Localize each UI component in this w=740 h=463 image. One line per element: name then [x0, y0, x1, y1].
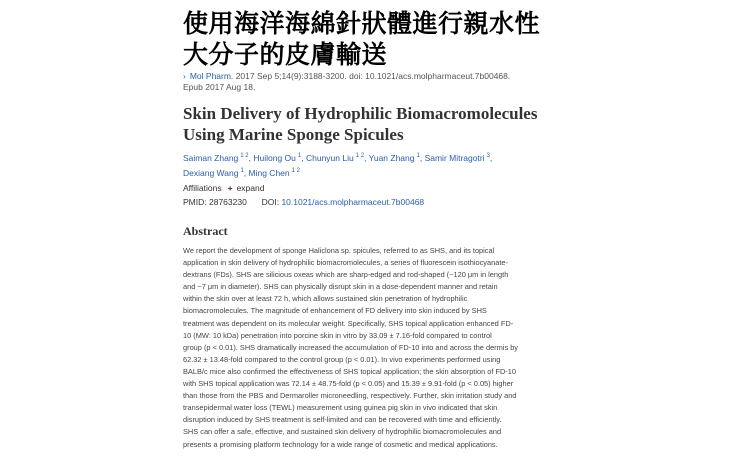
pmid-label: PMID: — [183, 197, 207, 207]
citation-epub: Epub 2017 Aug 18. — [183, 82, 256, 92]
abstract-line: transepidermal water loss (TEWL) measurement using guinea pig skin in vivo indicated that skin — [183, 403, 498, 413]
author-list: Saiman Zhang $^{1 2}$, Huilong Ou $^1$, Chunyun Liu $^{1 2}$, Yuan Zhang $^1$, Samir Mitragotri $^3$, Dexiang Wang $^1$, Ming Chen $^{1 2}$ — [183, 152, 493, 178]
author-link[interactable]: Dexiang Wang $^1$ — [183, 167, 244, 178]
author-affiliation-marker[interactable]: 1 2 — [291, 167, 300, 174]
abstract-line: SHS can offer a safe, effective, and sustained skin delivery of hydrophilic biomacromolecules and — [183, 427, 502, 437]
pmid-value: 28763230 — [209, 197, 247, 207]
overlay-title — [183, 8, 540, 70]
plus-icon: + — [227, 183, 233, 193]
author-affiliation-marker[interactable]: 1 — [416, 153, 420, 159]
article-title — [183, 103, 703, 145]
author-affiliation-marker[interactable]: 1 — [240, 167, 244, 174]
abstract-heading: Abstract — [183, 224, 228, 238]
doi-link[interactable]: 10.1021/acs.molpharmaceut.7b00468 — [281, 197, 425, 207]
author-link[interactable]: Ming Chen $^{1 2}$ — [248, 167, 300, 178]
chevron-right-icon: › — [183, 71, 186, 81]
author-link[interactable]: Samir Mitragotri $^3$ — [424, 152, 490, 163]
abstract-line: within the skin over at least 72 h, which allows sustained skin penetration of hydrophilic — [183, 294, 468, 304]
journal-link[interactable]: Mol Pharm. — [189, 71, 234, 81]
abstract-line: biomacromolecules. The magnitude of enhancement of FD delivery into skin induced by SHS — [183, 306, 487, 316]
abstract-line: We report the development of sponge Haliclona sp. spicules, referred to as SHS, and its topical — [183, 246, 495, 255]
citation-details: 2017 Sep 5;14(9):3188-3200. doi: 10.1021/acs.molpharmaceut.7b00468. — [235, 71, 511, 81]
author-affiliation-marker[interactable]: 1 2 — [240, 153, 249, 159]
overlay-title-line-2: 大分子的皮膚輸送 — [183, 40, 388, 69]
abstract-line: disruption induced by SHS treatment is self-limited and can be recovered with time and efficiently. — [183, 415, 502, 425]
abstract-line: 10 (MW: 10 kDa) penetration into porcine skin in vitro by 33.09 ± 7.16-fold compared to control — [183, 330, 492, 340]
identifiers — [183, 197, 424, 208]
author-link[interactable]: Chunyun Liu $^{1 2}$ — [305, 152, 365, 163]
expand-label: expand — [236, 183, 265, 193]
author-affiliation-marker[interactable]: 1 — [297, 153, 302, 159]
author-link[interactable]: Huilong Ou $^1$ — [253, 152, 302, 163]
abstract-line: treatment was dependent on its molecular weight. Specifically, SHS topical application enhanced FD- — [183, 318, 514, 328]
affiliations-label: Affiliations — [183, 183, 222, 193]
author-affiliation-marker[interactable]: 1 2 — [355, 153, 365, 159]
abstract-line: than those from the PBS and Dermaroller microneedling, respectively. Further, skin irritation study and — [183, 391, 517, 401]
affiliations-toggle[interactable] — [183, 183, 264, 194]
abstract-line: and ~7 μm in diameter). SHS can physically disrupt skin in a dose-dependent manner and retain — [183, 282, 498, 292]
abstract-line: application in skin delivery of hydrophilic biomacromolecules, a series of fluorescein isothiocyanate- — [183, 258, 508, 268]
article-title-line-1: Skin Delivery of Hydrophilic Biomacromolecules — [183, 104, 538, 123]
abstract-line: dextrans (FDs). SHS are silicious oxeas which are sharp-edged and rod-shaped (~120 μm in length — [183, 270, 509, 280]
overlay-title-line-1: 使用海洋海綿針狀體進行親水性 — [183, 9, 541, 38]
abstract-body — [183, 245, 551, 451]
author-affiliation-marker[interactable]: 3 — [486, 153, 490, 159]
doi-label: DOI: — [261, 197, 280, 207]
abstract-line: presents a promising platform technology for a wide range of cosmetic and medical applications. — [183, 439, 498, 449]
article-title-line-2: Using Marine Sponge Spicules — [183, 125, 404, 144]
abstract-line: BALB/c mice also confirmed the effectiveness of SHS topical application; the skin absorption of FD-10 — [183, 366, 517, 376]
abstract-line: group (p < 0.01). SHS dramatically increased the accumulation of FD-10 into and across the dermis by — [183, 342, 519, 352]
citation — [183, 71, 703, 93]
abstract-line: with SHS topical application was 72.14 ± 48.75-fold (p < 0.05) and 15.39 ± 9.91-fold (p < 0.05) higher — [183, 379, 514, 389]
author-link[interactable]: Yuan Zhang $^1$ — [368, 152, 420, 163]
abstract-line: 62.32 ± 13.48-fold compared to the control group (p < 0.01). In vivo experiments performed using — [183, 354, 501, 364]
author-link[interactable]: Saiman Zhang $^{1 2}$ — [183, 152, 249, 163]
